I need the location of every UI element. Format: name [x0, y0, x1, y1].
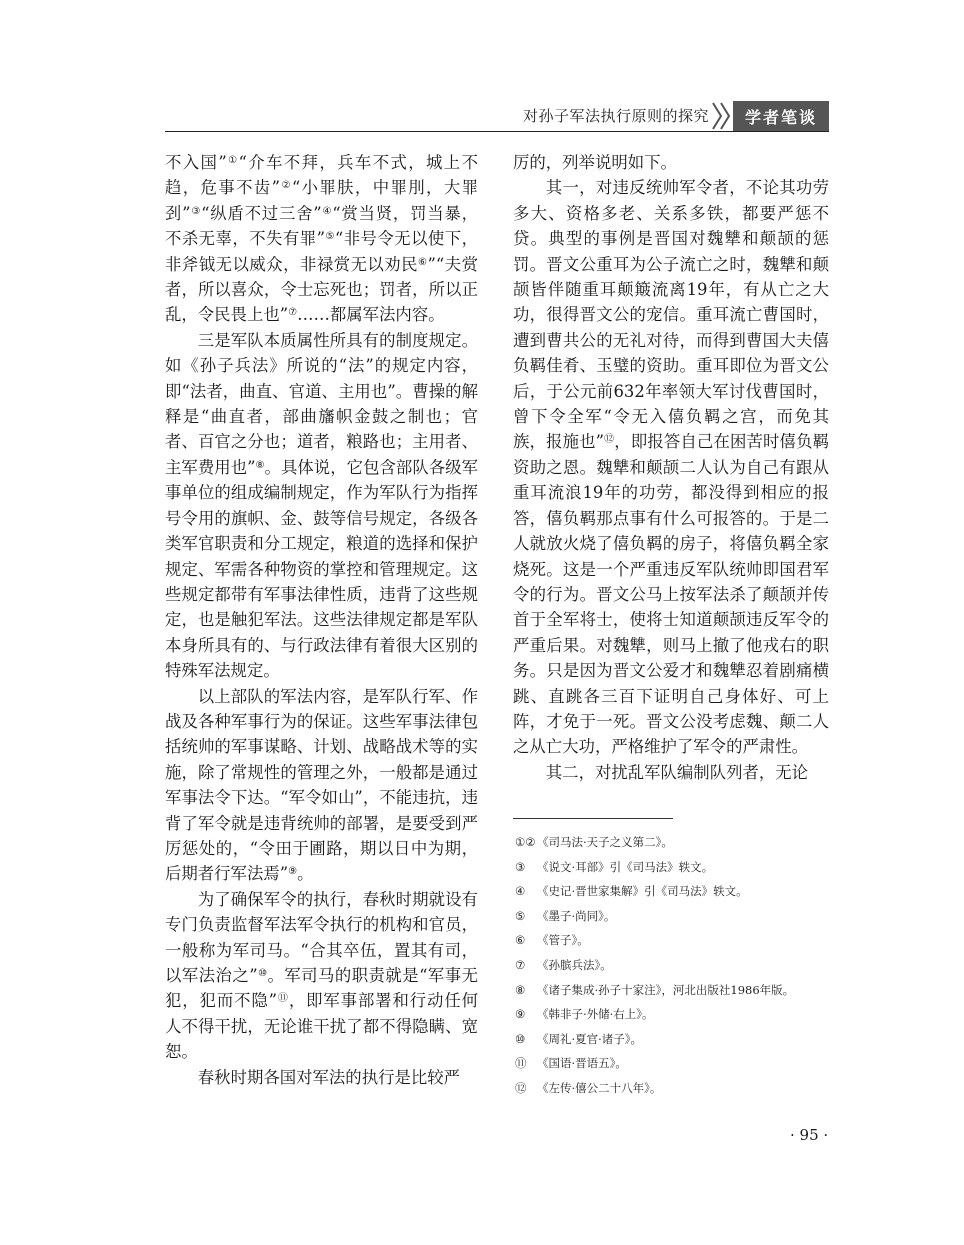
footnote-ref: ⑦: [288, 307, 298, 319]
footnote-mark: ⑪: [515, 1056, 527, 1071]
footnote: [515, 904, 831, 929]
footnote-ref: ⑩: [257, 968, 268, 979]
right-column: [513, 150, 829, 785]
paragraph: 春秋时期各国对军法的执行是比较严: [197, 1067, 461, 1087]
double-chevron-icon: [711, 101, 733, 131]
footnote-ref: ②: [280, 180, 292, 192]
footnote-text: 《周礼·夏官·诸子》。: [537, 1031, 643, 1046]
footnote-text: 《韩非子·外储·右上》。: [537, 1007, 654, 1022]
footnote-text: 《左传·僖公二十八年》。: [537, 1080, 662, 1095]
footnote-text: 《诸子集成·孙子十家注》，河北出版社1986年版。: [537, 982, 795, 997]
footnote-ref: ⑪: [277, 993, 289, 1005]
footnote-mark: ①②: [515, 835, 536, 849]
article-title: 对孙子军法执行原则的探究: [522, 107, 709, 125]
paragraph: 不入国”①“介车不拜，兵车不式，城上不趋，危事不齿”②“小罪肤，中罪刖，大罪刭”③“纵盾不过三舍”④“赏当贤，罚当暴，不杀无辜，不失有罪”⑤“非号令无以使下，非斧钺无以威众，非禄赏无以劝民⑥”“夫赏者，所以喜众，令士忘死也；罚者，所以正乱，令民畏上也”⑦……都属军法内容。: [165, 153, 478, 325]
paragraph: 三是军队本质属性所具有的制度规定。如《孙子兵法》所说的“法”的规定内容，即“法者，曲直、官道、主用也”。曹操的解释是“曲直者，部曲旛帜金鼓之制也；官者、百官之分也；道者，粮路也；主用者、主军费用也”⑧。具体说，它包含部队各级军事单位的组成编制规定，作为军队行为指挥号令用的旗帜、金、鼓等信号规定，各级各类军官职责和分工规定，粮道的选择和保护规定、军需各种物资的掌控和管理规定。这些规定都带有军事法律性质，违背了这些规定，也是触犯军法。这些法律规定都是军队本身所具有的、与行政法律有着很大区别的特殊军法规定。: [165, 330, 478, 681]
paragraph: 厉的，列举说明如下。: [513, 153, 677, 172]
footnote: [515, 879, 831, 904]
footnote-mark: ③: [515, 859, 526, 874]
footnote-ref: ④: [321, 205, 333, 217]
footnote: [515, 830, 831, 855]
paragraph: 以上部队的军法内容，是军队行军、作战及各种军事行为的保证。这些军事法律包括统帅的军事谋略、计划、战略战术等的实施，除了常规性的管理之外，一般都是通过军事法令下达。“军令如山”，不能违抗，违背了军令就是违背统帅的部署，是要受到严厉惩处的，“令田于圃路，期以日中为期，后期者行军法焉”⑨。: [165, 686, 478, 884]
footnote: [515, 978, 831, 1003]
paragraph: 其一，对违反统帅军令者，不论其功劳多大、资格多老、关系多铁，都要严惩不贷。典型的事例是晋国对魏犨和颠颉的惩罚。晋文公重耳为公子流亡之时，魏犨和颠颉皆伴随重耳颠簸流离19年，有从亡之大功，很得晋文公的宠信。重耳流亡曹国时，遭到曹共公的无礼对待，而得到曹国大夫僖负羁佳肴、玉璧的资助。重耳即位为晋文公后，于公元前632年率领大军讨伐曹国时，曾下令全军“令无入僖负羁之宫，而免其族，报施也”⑫，即报答自己在困苦时僖负羁资助之恩。魏犨和颠颉二人认为自己有跟从重耳流浪19年的功劳，都没得到相应的报答，僖负羁那点事有什么可报答的。于是二人就放火烧了僖负羁的房子，将僖负羁全家烧死。这是一个严重违反军队统帅即国君军令的行为。晋文公马上按军法杀了颠颉并传首于全军将士，使将士知道颠颉违反军令的严重后果。对魏犨，则马上撤了他戎右的职务。只是因为晋文公爱才和魏犨忍着剧痛横跳、直跳各三百下证明自己身体好、可上阵，才免于一死。晋文公没考虑魏、颠二人之从亡大功，严格维护了军令的严肃性。: [513, 178, 830, 757]
header-rule: [165, 131, 829, 132]
footnote: [515, 928, 831, 953]
footnote-ref: ⑥: [418, 256, 428, 268]
footnote-mark: ⑥: [515, 933, 526, 948]
paragraph: 为了确保军令的执行，春秋时期就设有专门负责监督军法军令执行的机构和官员，一般称为军司马。“合其卒伍，置其有司，以军法治之”⑩。军司马的职责就是“军事无犯，犯而不隐”⑪，即军事部署和行动任何人不得干扰，无论谁干扰了都不得隐瞒、宽恕。: [165, 889, 478, 1062]
footnote-mark: ⑧: [515, 982, 526, 997]
footnote-text: 《孙膑兵法》。: [537, 957, 612, 972]
footnote-text: 《国语·晋语五》。: [537, 1056, 627, 1071]
footnote-mark: ⑩: [515, 1031, 526, 1046]
page-number: · 95 ·: [790, 1126, 829, 1144]
footnote-text: 《说文·耳部》引《司马法》轶文。: [537, 859, 714, 874]
footnote-divider: [513, 818, 673, 819]
footnote-ref: ⑫: [604, 434, 615, 446]
footnote: [515, 1002, 831, 1027]
paragraph: 其二，对扰乱军队编制队列者，无论: [545, 762, 809, 782]
footnote: [515, 1076, 831, 1101]
footnote-ref: ⑧: [255, 459, 265, 471]
footnote-ref: ⑤: [324, 231, 335, 243]
footnote: [515, 1027, 831, 1052]
section-badge: 学者笔谈: [733, 101, 829, 131]
footnote-mark: ④: [515, 884, 526, 899]
footnote: [515, 953, 831, 978]
footnote: [515, 1051, 831, 1076]
left-column: [165, 150, 478, 1090]
running-header: [165, 101, 829, 132]
footnote-mark: ⑫: [515, 1080, 527, 1095]
footnote-mark: ⑤: [515, 908, 526, 923]
footnote-text: 《管子》。: [537, 933, 589, 948]
footnote-text: 《史记·晋世家集解》引《司马法》轶文。: [537, 884, 748, 899]
footnote-text: 《司马法·天子之义第二》。: [537, 835, 673, 849]
footnote-ref: ①: [226, 155, 239, 166]
footnote: [515, 855, 831, 880]
footnote-ref: ③: [190, 205, 202, 217]
footnote-ref: ⑨: [288, 866, 298, 878]
footnote-mark: ⑦: [515, 957, 526, 972]
footnote-mark: ⑨: [515, 1007, 526, 1022]
footnote-text: 《墨子·尚同》。: [537, 908, 616, 923]
footnote-list: [515, 830, 831, 1101]
